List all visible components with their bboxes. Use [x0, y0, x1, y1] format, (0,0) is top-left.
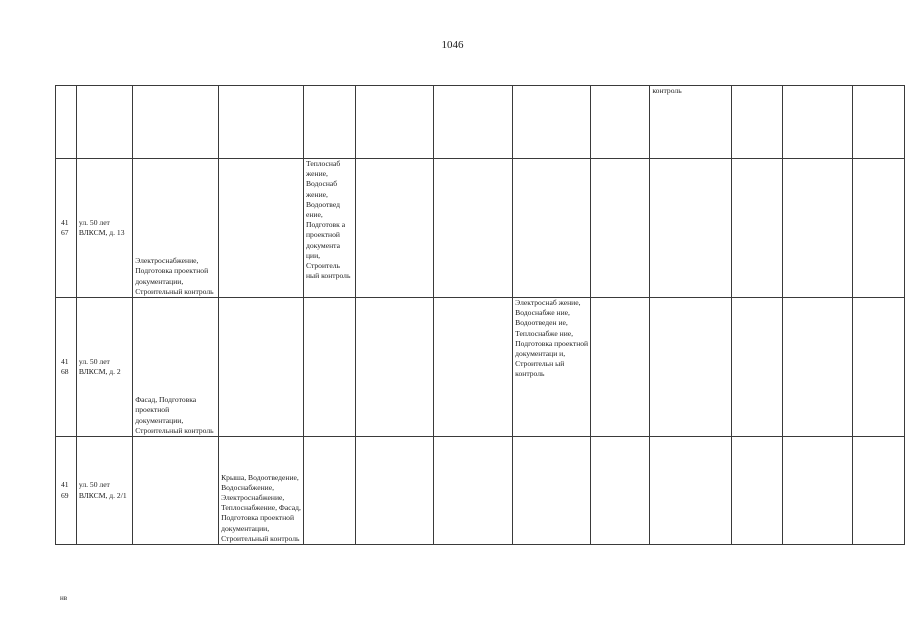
work-cell	[303, 437, 355, 545]
address-cell	[76, 86, 132, 159]
row-number: 41 68	[56, 298, 77, 437]
address-cell: ул. 50 лет ВЛКСМ, д. 2	[76, 298, 132, 437]
work-cell: Крыша, Водоотведение, Водоснабжение, Электроснабжение, Теплоснабжение, Фасад, Подготовка проектной документации, Строительный контроль	[219, 437, 304, 545]
work-cell	[650, 159, 732, 298]
table-row	[56, 86, 905, 159]
empty-cell	[732, 159, 782, 298]
work-cell: Электроснаб жение, Водоснабже ние, Водоотведен ие, Теплоснабже ние, Подготовка проектной документаци и, Строительн ый контроль	[513, 298, 591, 437]
row-number	[56, 86, 77, 159]
data-table	[55, 85, 905, 545]
empty-cell	[732, 437, 782, 545]
empty-cell	[434, 86, 513, 159]
address-cell: ул. 50 лет ВЛКСМ, д. 2/1	[76, 437, 132, 545]
work-cell	[219, 298, 304, 437]
work-cell: Фасад, Подготовка проектной документации, Строительный контроль	[133, 298, 219, 437]
work-cell	[513, 86, 591, 159]
empty-cell	[591, 437, 650, 545]
work-cell	[303, 298, 355, 437]
empty-cell	[782, 86, 852, 159]
work-cell	[513, 159, 591, 298]
empty-cell	[782, 159, 852, 298]
empty-cell	[434, 298, 513, 437]
work-cell	[133, 437, 219, 545]
empty-cell	[591, 159, 650, 298]
empty-cell	[356, 86, 434, 159]
empty-cell	[356, 437, 434, 545]
work-cell	[219, 86, 304, 159]
table-row	[56, 437, 905, 545]
empty-cell	[591, 86, 650, 159]
row-number: 41 69	[56, 437, 77, 545]
empty-cell	[852, 86, 904, 159]
empty-cell	[852, 298, 904, 437]
page-number: 1046	[441, 39, 464, 51]
work-cell	[650, 298, 732, 437]
work-cell: Электроснабжение, Подготовка проектной документации, Строительный контроль	[133, 159, 219, 298]
work-cell	[513, 437, 591, 545]
empty-cell	[434, 437, 513, 545]
empty-cell	[434, 159, 513, 298]
work-cell: Теплоснаб жение, Водоснаб жение, Водоотвед ение, Подготовк а проектной документа ции, Строитель ный контроль	[303, 159, 355, 298]
empty-cell	[732, 86, 782, 159]
empty-cell	[732, 298, 782, 437]
table-row	[56, 159, 905, 298]
empty-cell	[591, 298, 650, 437]
work-cell	[219, 159, 304, 298]
work-cell	[133, 86, 219, 159]
footer-mark: нв	[60, 594, 68, 602]
work-cell	[650, 437, 732, 545]
empty-cell	[782, 298, 852, 437]
empty-cell	[356, 298, 434, 437]
empty-cell	[852, 159, 904, 298]
work-cell	[303, 86, 355, 159]
empty-cell	[356, 159, 434, 298]
row-number: 41 67	[56, 159, 77, 298]
empty-cell	[782, 437, 852, 545]
address-cell: ул. 50 лет ВЛКСМ, д. 13	[76, 159, 132, 298]
empty-cell	[852, 437, 904, 545]
work-cell: контроль	[650, 86, 732, 159]
table-row	[56, 298, 905, 437]
